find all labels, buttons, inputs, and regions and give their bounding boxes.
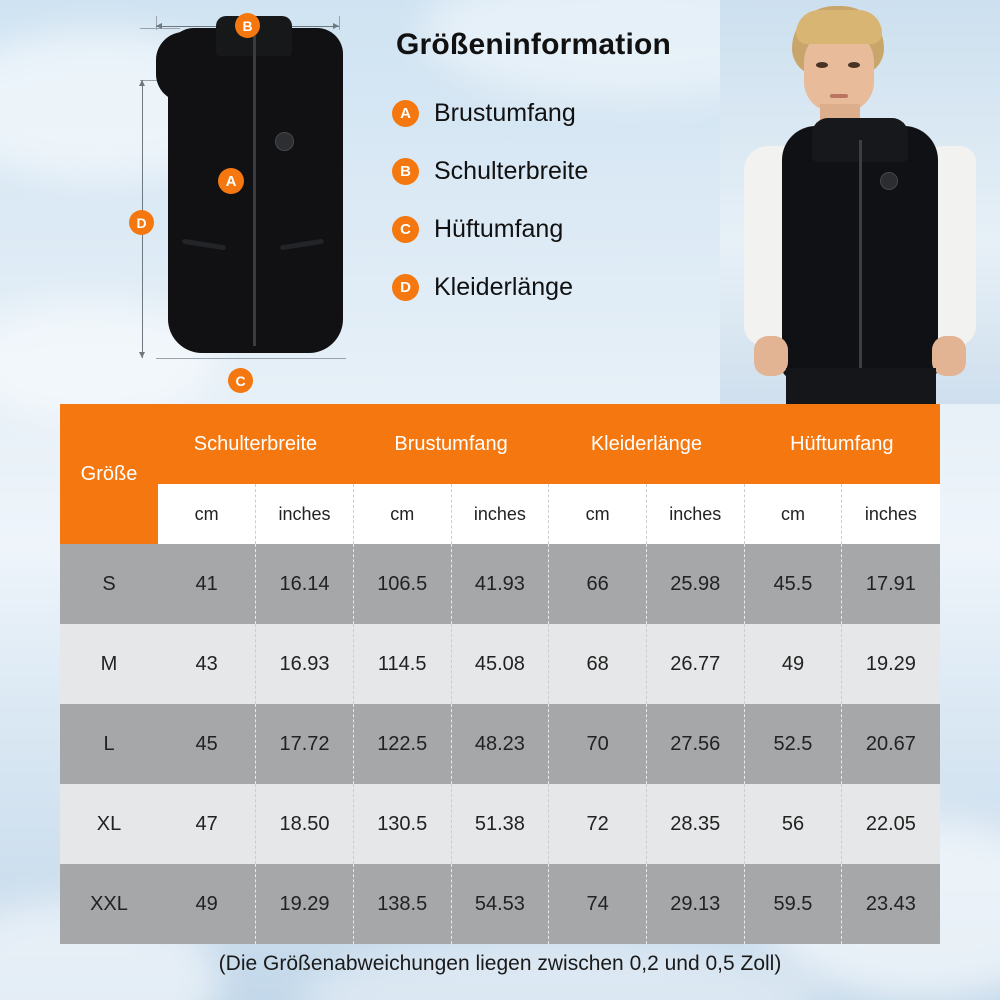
diagram-badge-c: C [228, 368, 253, 393]
model-hand-right [932, 336, 966, 376]
legend-label-b: Schulterbreite [434, 156, 589, 185]
cell-xxl-shoulder-in: 19.29 [256, 864, 354, 944]
cell-s-shoulder-in: 16.14 [256, 544, 354, 624]
legend-item-c [392, 200, 772, 258]
header-unit-3: inches [451, 484, 549, 544]
diagram-badge-a: A [218, 168, 244, 194]
legend [392, 28, 772, 316]
model-power-button-icon [880, 172, 898, 190]
table-row [60, 864, 940, 944]
row-size-xxl: XXL [60, 864, 158, 944]
vest-power-button-icon [275, 132, 294, 151]
header-unit-0: cm [158, 484, 256, 544]
legend-badge-d: D [392, 274, 419, 301]
cell-m-chest-cm: 114.5 [353, 624, 451, 704]
header-group-shoulder: Schulterbreite [158, 404, 353, 484]
header-group-chest: Brustumfang [353, 404, 548, 484]
page-title: Größeninformation [396, 28, 672, 61]
legend-item-a [392, 84, 772, 142]
size-deviation-note: (Die Größenabweichungen liegen zwischen 0,2 und 0,5 Zoll) [218, 952, 782, 975]
row-size-m: M [60, 624, 158, 704]
row-size-l: L [60, 704, 158, 784]
table-row [60, 784, 940, 864]
illustration-area [0, 0, 1000, 404]
vest-diagram [120, 10, 380, 389]
cell-xl-length-in: 28.35 [646, 784, 744, 864]
header-unit-1: inches [256, 484, 354, 544]
cell-l-length-in: 27.56 [646, 704, 744, 784]
cell-xl-chest-in: 51.38 [451, 784, 549, 864]
cell-m-chest-in: 45.08 [451, 624, 549, 704]
model-vest-zipper [859, 140, 862, 370]
cell-m-length-cm: 68 [549, 624, 647, 704]
cell-xl-length-cm: 72 [549, 784, 647, 864]
model-pants [786, 368, 936, 404]
legend-item-b [392, 142, 772, 200]
legend-badge-b: B [392, 158, 419, 185]
guide-line [156, 358, 346, 359]
model-eye-right [848, 62, 860, 68]
cell-s-hip-in: 17.91 [842, 544, 940, 624]
size-table [60, 404, 940, 944]
model-hand-left [754, 336, 788, 376]
legend-badge-a: A [392, 100, 419, 127]
legend-item-d [392, 258, 772, 316]
table-header-groups [60, 404, 940, 484]
cell-xl-shoulder-cm: 47 [158, 784, 256, 864]
cell-m-length-in: 26.77 [646, 624, 744, 704]
cell-m-hip-in: 19.29 [842, 624, 940, 704]
model-hair-front [796, 10, 882, 44]
header-unit-6: cm [744, 484, 842, 544]
table-row [60, 544, 940, 624]
diagram-badge-d: D [129, 210, 154, 235]
cell-s-chest-in: 41.93 [451, 544, 549, 624]
header-unit-4: cm [549, 484, 647, 544]
vest-zipper [253, 36, 256, 346]
cell-s-shoulder-cm: 41 [158, 544, 256, 624]
cell-s-chest-cm: 106.5 [353, 544, 451, 624]
header-group-hip: Hüftumfang [744, 404, 939, 484]
cell-xxl-length-in: 29.13 [646, 864, 744, 944]
legend-label-d: Kleiderlänge [434, 272, 573, 301]
diagram-badge-b: B [235, 13, 260, 38]
cell-m-shoulder-in: 16.93 [256, 624, 354, 704]
header-unit-7: inches [842, 484, 940, 544]
legend-label-a: Brustumfang [434, 98, 576, 127]
cell-xl-chest-cm: 130.5 [353, 784, 451, 864]
model-mouth [830, 94, 848, 98]
cell-l-shoulder-cm: 45 [158, 704, 256, 784]
cell-xl-hip-in: 22.05 [842, 784, 940, 864]
header-group-length: Kleiderlänge [549, 404, 744, 484]
cell-xxl-hip-cm: 59.5 [744, 864, 842, 944]
legend-label-c: Hüftumfang [434, 214, 564, 243]
cell-s-length-cm: 66 [549, 544, 647, 624]
row-size-s: S [60, 544, 158, 624]
cell-xl-shoulder-in: 18.50 [256, 784, 354, 864]
cell-xxl-shoulder-cm: 49 [158, 864, 256, 944]
cell-l-length-cm: 70 [549, 704, 647, 784]
row-size-xl: XL [60, 784, 158, 864]
cell-xxl-chest-in: 54.53 [451, 864, 549, 944]
model-photo [720, 0, 1000, 404]
header-unit-2: cm [353, 484, 451, 544]
cell-xxl-hip-in: 23.43 [842, 864, 940, 944]
table-row [60, 624, 940, 704]
table-header-units [60, 484, 940, 544]
header-size: Größe [60, 404, 158, 544]
model-eye-left [816, 62, 828, 68]
cell-l-chest-cm: 122.5 [353, 704, 451, 784]
cell-l-chest-in: 48.23 [451, 704, 549, 784]
cell-l-hip-cm: 52.5 [744, 704, 842, 784]
cell-s-hip-cm: 45.5 [744, 544, 842, 624]
header-unit-5: inches [646, 484, 744, 544]
cell-l-hip-in: 20.67 [842, 704, 940, 784]
cell-l-shoulder-in: 17.72 [256, 704, 354, 784]
cell-xl-hip-cm: 56 [744, 784, 842, 864]
cell-xxl-chest-cm: 138.5 [353, 864, 451, 944]
guide-line [339, 16, 340, 30]
legend-badge-c: C [392, 216, 419, 243]
table-row [60, 704, 940, 784]
cell-m-hip-cm: 49 [744, 624, 842, 704]
cell-m-shoulder-cm: 43 [158, 624, 256, 704]
cell-xxl-length-cm: 74 [549, 864, 647, 944]
cell-s-length-in: 25.98 [646, 544, 744, 624]
